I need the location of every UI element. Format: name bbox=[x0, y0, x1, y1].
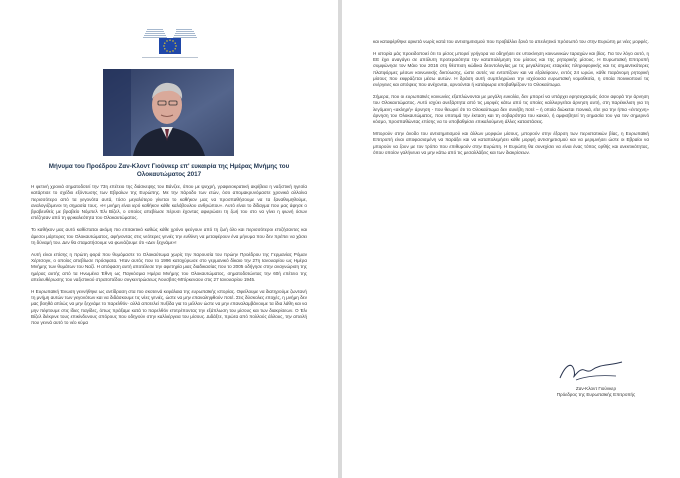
handwritten-signature bbox=[556, 358, 626, 384]
paragraph: Σήμερα, που οι ευρωπαϊκές κοινωνίες εξαπλώνονται με μεγάλη ευκολία, δεν μπορεί να υπάρχει εφησυχασμός όσον αφορά την άρνηση του Ολοκαυτώματος. Αυτό ισχύει ανεξάρτητα από τις μορφές κάτω από τις οποίες καλλιεργείται άρνηση αυτή, στη παρέκκλιση για τη λεγόμενη «ακληρή» άρνηση - που θεωρεί ότι το Ολοκαύτωμα δεν συνέβη ποτέ – ή οποία διώκεται ποινικά, είτε για την ήπια «έντεχνη» άρνηση του Ολοκαυτώματος, που υποτιμά την έκταση και τη σοβαρότητα του κακού, ή αμφισβητεί τη σημασία του για τον σημερινό κόσμο, προσπαθώντας επίσης να το υποβαθμίσει επικαλούμενη άλλες καταστάσεις. bbox=[373, 94, 649, 125]
paragraph: και καταφέρθηκε αρκετά νωρίς κατά του αντισημιτισμού που προβάλλει ξανά το απειλητικό πρόσωπό του στην Ευρώπη με νέες μορφές. bbox=[373, 39, 649, 44]
left-page bbox=[0, 0, 338, 478]
right-body-text bbox=[373, 39, 649, 162]
paragraph: Το καθήκον μας αυτό καθίσταται ακόμη πιο επιτακτικό καθώς κάθε χρόνο φεύγουν από τη ζωή όλο και περισσότεροι επιζήσαντες και άμεσοι μάρτυρες του Ολοκαυτώματος, αφήνοντας στις νεότερες γενιές την ευθύνη να μεταφέρουν ένα μήνυμα που δεν πρέπει να χάσει τη δύναμή του. Δεν θα σταματήσουμε να φωνάζουμε ότι «Δεν ξεχνάμε»! bbox=[31, 227, 307, 245]
paragraph: Η φετινή χρονιά σηματοδοτεί την 73η επέτειο της διάσκεψης του Βάνζεε, όπου με ψυχρή, γραφειοκρατική ακρίβεια η ναζιστική ηγεσία κατάρτισε το σχέδιο εξόντωσης των Εβραίων της Ευρώπης. Με την πάροδο των ετών, όσο απομακρυνόμαστε χρονικά αλλοίνα περισσότερο από τα γεγονότα αυτά, τόσο μεγαλύτερο γίνεται το καθήκον μας να προσπαθήσουμε να τα ξαναθυμηθούμε, αναλογιζόμενοι τη σημασία τους. «Η μνήμη είναι ιερό καθήκον κάθε καλόβουλου ανθρώπου». Αυτό είναι το δίδαγμα που μας άφησε ο βραβευθείς με βραβείο Νόμπελ Έλι Βίζελ, ο οποίος απεβίωσε πέρυσι έχοντας αφιερώσει τη ζωή του στο να γίνει η φωνή όσων επέζησαν από τη φρικαλεότητα του Ολοκαυτώματος. bbox=[31, 184, 307, 221]
right-page bbox=[342, 0, 680, 478]
page-title: Μήνυμα του Προέδρου Ζαν-Κλοντ Γιούνκερ επ' ευκαιρία της Ημέρας Μνήμης του Ολοκαυτώματος 2017 bbox=[48, 163, 290, 178]
president-portrait-photo bbox=[103, 69, 234, 156]
paragraph: Αυτή είναι επίσης η πρώτη φορά που θυμόμαστε το Ολοκαύτωμα χωρίς την παρουσία του πρώην Προέδρου της Γερμανίας Ρόμαν Χέρτσογκ, ο οποίος απεβίωσε πρόσφατα. Ήταν αυτός που το 1996 κατοχύρωσε στο γερμανικό δίκαιο την 27η Ιανουαρίου ως Ημέρα Μνήμης των θυμάτων του Ναζί. Η απόφαση αυτή αποτέλεσε την αφετηρία μιας διαδικασίας που το 2005 οδήγησε στην αναγνώριση της ημέρας αυτής από τα Ηνωμένα Έθνη ως Παγκόσμια Ημέρα Μνήμης του Ολοκαυτώματος, σηματοδοτώντας την 60ή επέτειο της απελευθέρωσης του ναζιστικού στρατοπέδου συγκεντρώσεως Άουσβιτς-Μπίρκεναου στις 27 Ιανουαρίου 1945. bbox=[31, 251, 307, 282]
left-body-text bbox=[31, 184, 307, 332]
paragraph: Μπορούν στην άνοδο του αντισημιτισμού και άλλων μορφών μίσους, μπορούν στην έξαρση των περιστατικών βίας, η Ευρωπαϊκή Επιτροπή είναι αποφασισμένη να παράξει και να καταπολεμήσει κάθε μορφή αντισημιτισμού και να μεριμνήσει ώστε οι Εβραίοι να μπορούν να ζουν με τον τρόπο που επιθυμούν στην Ευρώπη. Η Ευρώπη θα συνεχίσει να είναι ένας τόπος ορθής και ανεκτικότητας, όπου οποίον γαλήνευει να μην κάτω από τις μεσαλλάξεις και των διακρίσεων. bbox=[373, 131, 649, 155]
paragraph: Η ιστορία μάς προειδοποιεί ότι το μίσος μπορεί γρήγορα να οδηγήσει σε υποκίνηση κοινωνικών ταραχών και βίας. Για τον λόγο αυτό, η ΕΕ έχει αναγάγει σε απόλυτη προτεραιότητα την καταπολέμηση του μίσους και της ρητορικής μίσους. Η Ευρωπαϊκή Επιτροπή συμφώνησε τον Μάιο του 2016 στη θέσπιση κώδικα δεοντολογίας με τις μεγαλύτερες εταιρείες πληροφορικής και τις σημαντικότερες πλατφόρμες μέσων κοινωνικής δικτύωσης, ώστε αυτές να εντοπίζουν και να εξαλείφουν, εντός 24 ωρών, κάθε παράνομη ρητορική μίσους που εκφράζεται μέσω αυτών. Η δράση αυτή συμπληρώνει την ισχύουσα ευρωπαϊκή νομοθεσία, η οποία ποινικοποιεί τις ενέργειες και απόψεις που ανέχονται, αρνούνται ή κατάφωρα υποβαθμίζουν το Ολοκαύτωμα. bbox=[373, 50, 649, 88]
european-commission-logo bbox=[140, 27, 200, 61]
signer-block bbox=[342, 386, 680, 399]
paragraph: Η Ευρωπαϊκή Ένωση γεννήθηκε ως αντίδραση στα πιο σκοτεινά κεφάλαια της ευρωπαϊκής ιστορίας. Οφείλουμε να διατηρούμε ζωντανή τη μνήμη αυτών των γεγονότων και να διδάσκουμε τις νέες γενιές, ώστε να μην επαναληφθούν ποτέ. Στις δύσκολες εποχές, η μνήμη δεν μας βοηθά απλώς να μην ξεχνάμε το παρελθόν· αλλά αποτελεί πυξίδα για το μέλλον ώστε να μην επαναλαμβάνουμε τα ίδια λάθη και να μην πέφτουμε στις ίδιες παγίδες, όπως πράξαμε κατά το παρελθόν επιτρέποντας την εξάπλωση του μίσους και των διακρίσεων. Ο Έλι Βίζελ διέκρινε τους επικίνδυνους σπόρους που οδηγούν στην καλλιέργεια του μίσους. Διδάξτε, πρώτα από πολλούς άλλους, την απειλή που γεννά αυτό το νέο κύμα bbox=[31, 288, 307, 326]
signer-role: Πρόεδρος της Ευρωπαϊκής Επιτροπής bbox=[556, 392, 636, 398]
signer-name: Ζαν-Κλοντ Γιούνκερ bbox=[575, 386, 617, 391]
